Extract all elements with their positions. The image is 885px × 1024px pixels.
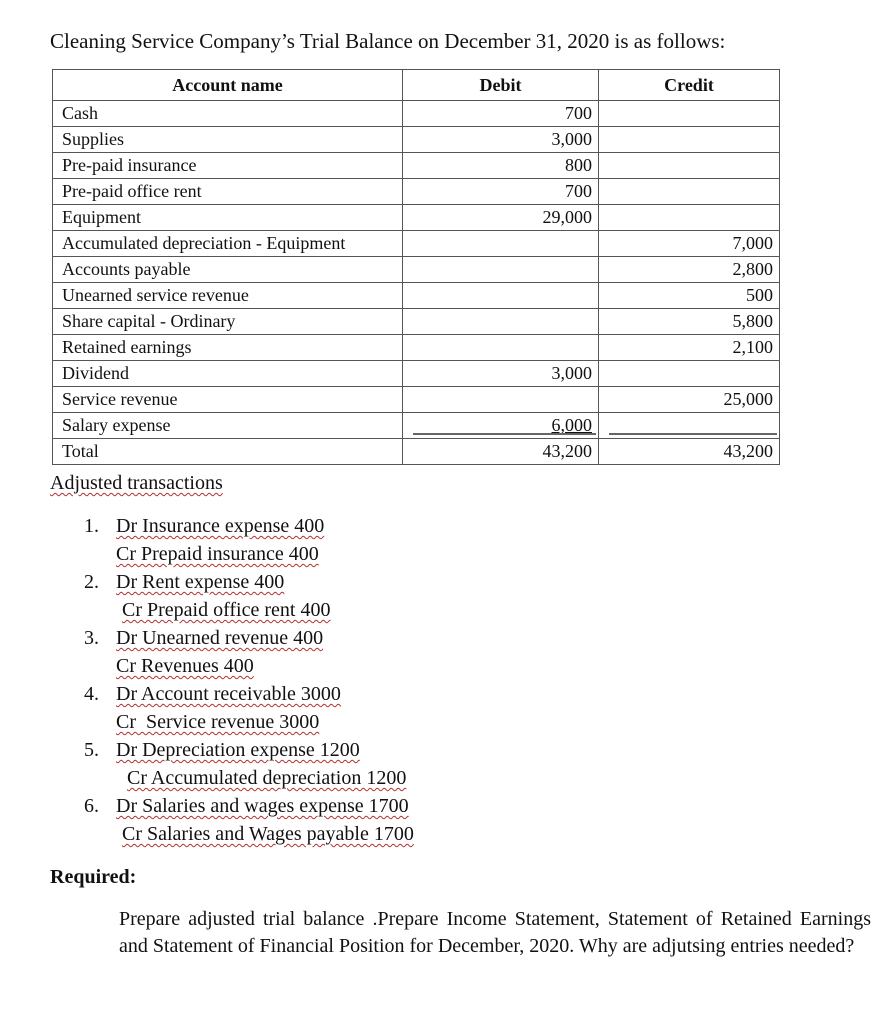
account-name-cell: Cash: [53, 101, 403, 127]
table-row: [53, 361, 780, 387]
entry-credit: Cr Prepaid insurance 400: [116, 543, 319, 565]
entry-debit: Dr Account receivable 3000: [116, 683, 341, 705]
entry-debit: Dr Salaries and wages expense 1700: [116, 795, 409, 817]
account-name-cell: Equipment: [53, 205, 403, 231]
debit-cell: 3,000: [403, 127, 599, 153]
credit-cell: [599, 101, 780, 127]
credit-cell: 25,000: [599, 387, 780, 413]
entry-number: 3.: [84, 627, 99, 649]
debit-cell: 800: [403, 153, 599, 179]
account-name-cell: Pre-paid office rent: [53, 179, 403, 205]
account-name-cell: Supplies: [53, 127, 403, 153]
debit-cell: [403, 335, 599, 361]
adjusting-entries-list: [84, 512, 414, 848]
total-debit: 43,200: [403, 439, 599, 465]
table-row: [53, 231, 780, 257]
total-label: Total: [53, 439, 403, 465]
entry-credit-line: [84, 708, 414, 736]
table-row: [53, 335, 780, 361]
required-label: Required:: [50, 866, 137, 888]
debit-cell: [403, 257, 599, 283]
list-item: [84, 624, 414, 680]
entry-credit: Cr Accumulated depreciation 1200: [127, 767, 407, 789]
entry-number: 1.: [84, 515, 99, 537]
required-instructions: Prepare adjusted trial balance .Prepare Income Statement, Statement of Retained Earnings and Statement of Financial Position for December, 2020. Why are adjutsing entries needed?: [119, 908, 871, 957]
entry-credit-line: [84, 652, 414, 680]
debit-cell: 29,000: [403, 205, 599, 231]
page-title: Cleaning Service Company’s Trial Balance on December 31, 2020 is as follows:: [50, 29, 726, 53]
entry-number: 5.: [84, 739, 99, 761]
account-name-cell: Retained earnings: [53, 335, 403, 361]
entry-debit: Dr Depreciation expense 1200: [116, 739, 360, 761]
credit-cell: [599, 361, 780, 387]
debit-cell: 700: [403, 101, 599, 127]
table-row: [53, 413, 780, 439]
table-row: [53, 205, 780, 231]
entry-credit: Cr Revenues 400: [116, 655, 254, 677]
debit-cell: 3,000: [403, 361, 599, 387]
account-name-cell: Unearned service revenue: [53, 283, 403, 309]
account-name-cell: Dividend: [53, 361, 403, 387]
debit-cell: [403, 387, 599, 413]
table-row: [53, 153, 780, 179]
account-name-cell: Salary expense: [53, 413, 403, 439]
table-row: [53, 127, 780, 153]
table-row: [53, 387, 780, 413]
entry-number: 6.: [84, 795, 99, 817]
debit-cell: [403, 309, 599, 335]
header-credit: Credit: [599, 70, 780, 101]
table-row: [53, 101, 780, 127]
list-item: [84, 680, 414, 736]
entry-credit-line: [84, 596, 414, 624]
entry-debit: Dr Unearned revenue 400: [116, 627, 324, 649]
credit-cell: 2,800: [599, 257, 780, 283]
entry-debit: Dr Rent expense 400: [116, 571, 285, 593]
credit-cell: 5,800: [599, 309, 780, 335]
entry-number: 2.: [84, 571, 99, 593]
entry-credit: Cr Salaries and Wages payable 1700: [122, 823, 414, 845]
list-item: [84, 792, 414, 848]
debit-cell: [403, 283, 599, 309]
account-name-cell: Service revenue: [53, 387, 403, 413]
credit-cell: [599, 205, 780, 231]
entry-credit-line: [84, 820, 414, 848]
trial-balance-table: [52, 69, 780, 465]
account-name-cell: Accounts payable: [53, 257, 403, 283]
entry-credit: Cr Prepaid office rent 400: [122, 599, 331, 621]
table-header-row: [53, 70, 780, 101]
credit-cell: 7,000: [599, 231, 780, 257]
debit-cell: 700: [403, 179, 599, 205]
entry-credit: Cr Service revenue 3000: [116, 711, 320, 733]
list-item: [84, 568, 414, 624]
account-name-cell: Share capital - Ordinary: [53, 309, 403, 335]
credit-cell: 2,100: [599, 335, 780, 361]
entry-debit: Dr Insurance expense 400: [116, 515, 325, 537]
list-item: [84, 512, 414, 568]
entry-credit-line: [84, 540, 414, 568]
debit-cell: [403, 231, 599, 257]
entry-number: 4.: [84, 683, 99, 705]
credit-cell: [599, 127, 780, 153]
table-row: [53, 179, 780, 205]
table-row: [53, 283, 780, 309]
table-row: [53, 257, 780, 283]
total-row: [53, 439, 780, 465]
credit-cell: [599, 179, 780, 205]
debit-cell: [403, 413, 599, 439]
table-row: [53, 309, 780, 335]
account-name-cell: Accumulated depreciation - Equipment: [53, 231, 403, 257]
debit-value: 6,000: [551, 415, 592, 435]
account-name-cell: Pre-paid insurance: [53, 153, 403, 179]
adjusted-transactions-heading: Adjusted transactions: [50, 472, 223, 494]
total-credit: 43,200: [599, 439, 780, 465]
credit-cell: [599, 413, 780, 439]
credit-cell: 500: [599, 283, 780, 309]
header-debit: Debit: [403, 70, 599, 101]
list-item: [84, 736, 414, 792]
credit-cell: [599, 153, 780, 179]
entry-credit-line: [84, 764, 414, 792]
header-account-name: Account name: [53, 70, 403, 101]
